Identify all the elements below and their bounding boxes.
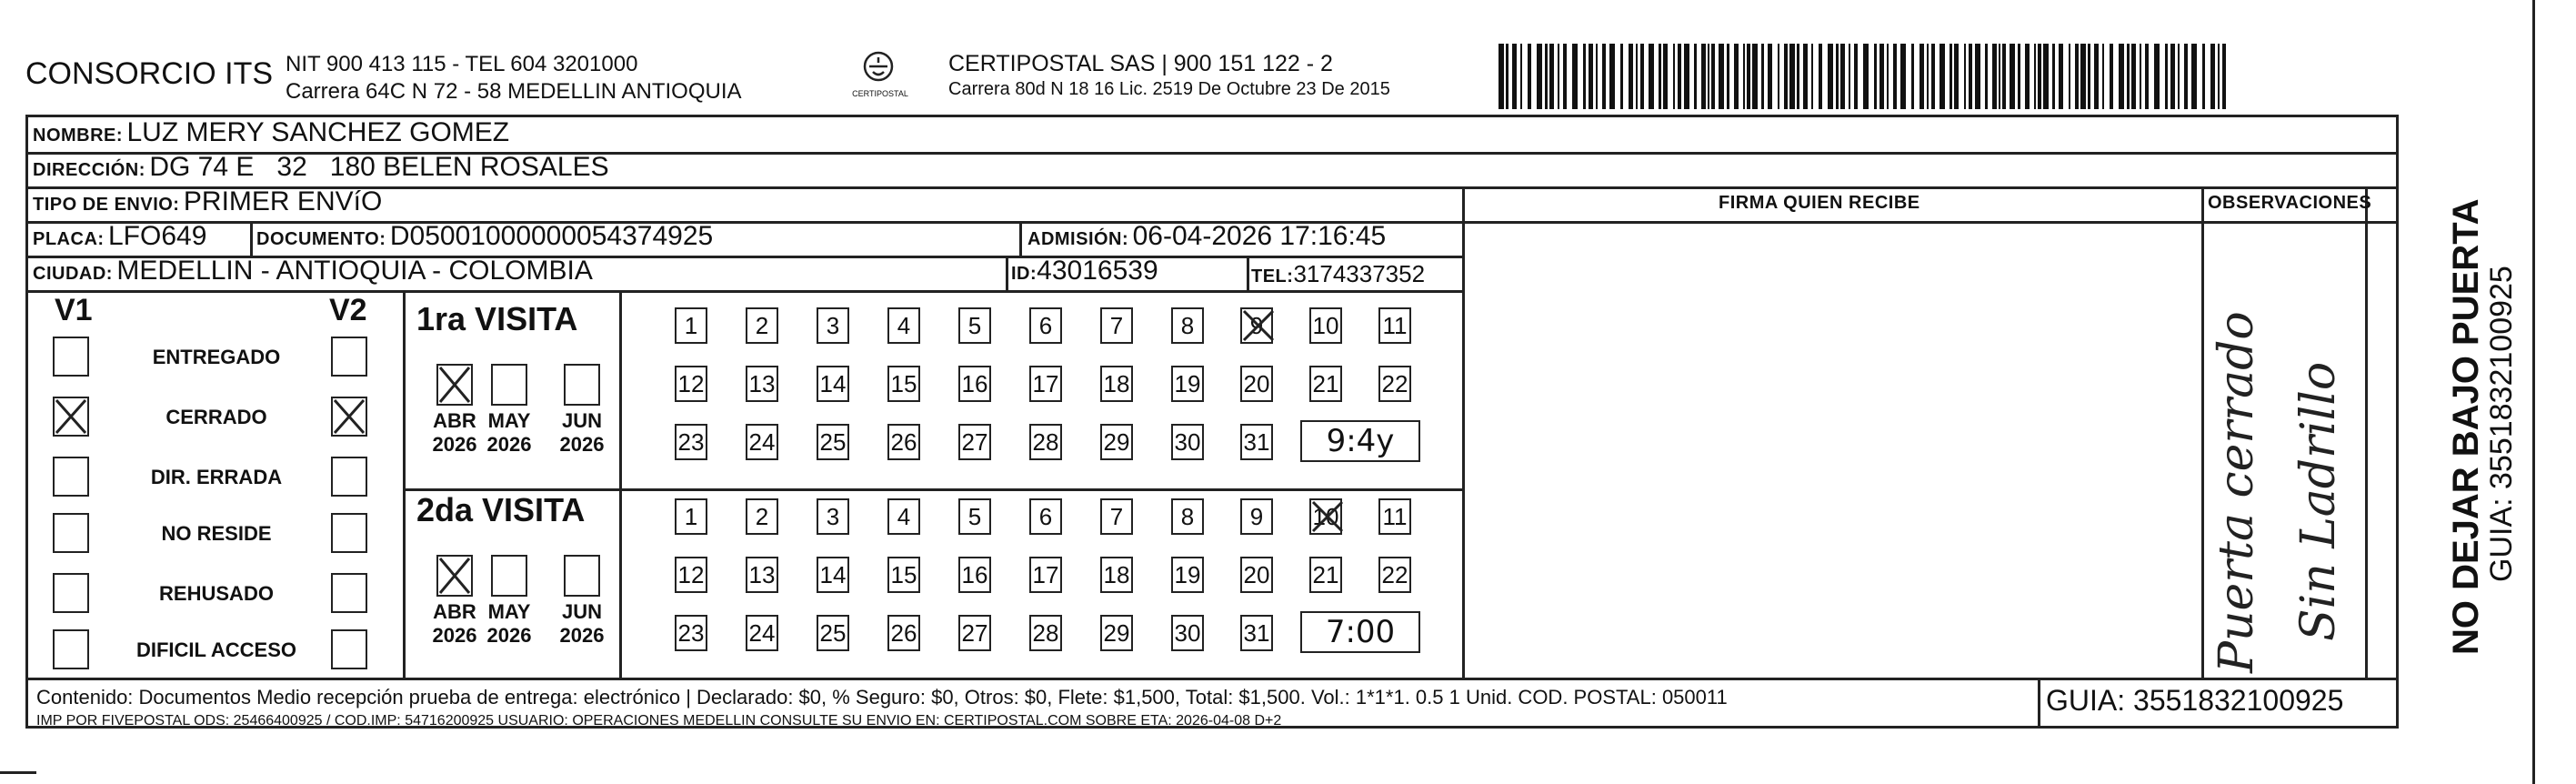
visit2-day-box[interactable]: 24 <box>746 615 778 651</box>
visit2-day-box[interactable]: 17 <box>1029 557 1062 593</box>
visit2-day-box[interactable]: 16 <box>958 557 991 593</box>
visit2-month-check-mark <box>436 555 473 597</box>
visit2-day-box[interactable]: 10 <box>1309 498 1342 535</box>
visit2-day-box[interactable]: 21 <box>1309 557 1342 593</box>
v2-checkbox[interactable] <box>331 457 367 497</box>
footer-impresion: IMP POR FIVEPOSTAL ODS: 25466400925 / COD.IMP: 54716200925 USUARIO: OPERACIONES MEDELLIN CONSULTE SU ENVIO EN: CERTIPOSTAL.COM SOBRE ETA: 2026-04-08 D+2 <box>36 713 1282 729</box>
visit2-day-box[interactable]: 12 <box>675 557 707 593</box>
visit2-day-box[interactable]: 7 <box>1100 498 1133 535</box>
firma-area[interactable] <box>1464 218 2191 673</box>
company-name: CONSORCIO ITS <box>25 56 274 91</box>
barcode <box>1498 44 2226 109</box>
visit2-day-box[interactable]: 18 <box>1100 557 1133 593</box>
observacion-hand-1: Puerta cerrado <box>2210 311 2264 673</box>
tipo-label: TIPO DE ENVIO: <box>33 195 180 215</box>
certipostal-nit: CERTIPOSTAL SAS | 900 151 122 - 2 <box>948 51 1333 76</box>
ciudad-row <box>33 256 593 286</box>
visit1-day-box[interactable]: 26 <box>887 424 920 460</box>
firma-header: FIRMA QUIEN RECIBE <box>1719 193 1920 213</box>
status-label: DIFICIL ACCESO <box>135 638 296 661</box>
visit1-month-box[interactable] <box>564 364 600 406</box>
nombre-label: NOMBRE: <box>33 126 124 146</box>
visit1-day-box[interactable]: 15 <box>887 366 920 402</box>
visit2-day-box[interactable]: 13 <box>746 557 778 593</box>
visit1-title: 1ra VISITA <box>416 300 578 337</box>
company-info <box>286 51 742 106</box>
visit1-day-box[interactable]: 27 <box>958 424 991 460</box>
admision-value: 06-04-2026 17:16:45 <box>1132 221 1387 251</box>
side-warning: NO DEJAR BAJO PUERTA <box>2446 198 2486 655</box>
status-label: CERRADO <box>165 406 267 428</box>
visit1-day-box[interactable]: 22 <box>1378 366 1411 402</box>
direccion-label: DIRECCIÓN: <box>33 160 145 180</box>
visit2-day-box[interactable]: 2 <box>746 498 778 535</box>
visit2-month-box[interactable] <box>564 555 600 597</box>
visit2-day-box[interactable]: 14 <box>817 557 849 593</box>
visit2-day-box[interactable]: 9 <box>1240 498 1273 535</box>
status-label: REHUSADO <box>159 582 274 605</box>
visit1-day-box[interactable]: 6 <box>1029 307 1062 344</box>
visit2-day-box[interactable]: 6 <box>1029 498 1062 535</box>
visit2-day-box[interactable]: 11 <box>1378 498 1411 535</box>
visit2-month-label: ABR 2026 <box>432 600 477 647</box>
visit1-day-box[interactable]: 14 <box>817 366 849 402</box>
visit1-day-box[interactable]: 12 <box>675 366 707 402</box>
placa-value: LFO649 <box>108 221 207 251</box>
visit1-day-check-mark <box>1240 307 1277 344</box>
visit2-title: 2da VISITA <box>416 491 586 528</box>
visit2-day-box[interactable]: 19 <box>1171 557 1204 593</box>
certipostal-info <box>948 51 1390 102</box>
visit1-day-box[interactable]: 18 <box>1100 366 1133 402</box>
observaciones-header: OBSERVACIONES <box>2208 193 2372 213</box>
visit2-day-box[interactable]: 20 <box>1240 557 1273 593</box>
visit1-day-box[interactable]: 5 <box>958 307 991 344</box>
v2-check-mark <box>331 397 367 437</box>
visit2-month-box[interactable] <box>491 555 527 597</box>
visit1-month-box[interactable] <box>491 364 527 406</box>
visit2-day-box[interactable]: 1 <box>675 498 707 535</box>
id-row <box>1011 256 1158 286</box>
documento-label: DOCUMENTO: <box>256 229 386 249</box>
visit2-day-box[interactable]: 30 <box>1171 615 1204 651</box>
tel-value: 3174337352 <box>1293 260 1426 287</box>
visit2-day-box[interactable]: 3 <box>817 498 849 535</box>
visit1-day-box[interactable]: 24 <box>746 424 778 460</box>
visit1-day-box[interactable]: 7 <box>1100 307 1133 344</box>
visit1-day-box[interactable]: 9 <box>1240 307 1273 344</box>
visit1-day-box[interactable]: 30 <box>1171 424 1204 460</box>
v2-header: V2 <box>329 293 367 327</box>
visit1-day-box[interactable]: 21 <box>1309 366 1342 402</box>
direccion-row <box>33 152 609 183</box>
visit1-day-box[interactable]: 13 <box>746 366 778 402</box>
company-nit: NIT 900 413 115 - TEL 604 3201000 <box>286 52 638 76</box>
visit2-day-box[interactable]: 28 <box>1029 615 1062 651</box>
v2-checkbox[interactable] <box>331 513 367 553</box>
admision-row <box>1027 221 1386 252</box>
certipostal-address: Carrera 80d N 18 16 Lic. 2519 De Octubre 23 De 2015 <box>948 79 1390 99</box>
visit1-hour-box[interactable]: 9:4y <box>1300 420 1420 462</box>
visit1-day-box[interactable]: 1 <box>675 307 707 344</box>
id-label: ID: <box>1011 264 1037 284</box>
footer-contenido: Contenido: Documentos Medio recepción prueba de entrega: electrónico | Declarado: $0, % Seguro: $0, Otros: $0, Flete: $1,500, Total: $1,500. Vol.: 1*1*1. 0.5 1 Unid. COD. POSTAL: 050011 <box>36 686 1728 709</box>
visit2-day-box[interactable]: 31 <box>1240 615 1273 651</box>
v1-checkbox[interactable] <box>53 337 89 377</box>
certipostal-logo-icon <box>855 50 902 86</box>
visit1-day-box[interactable]: 10 <box>1309 307 1342 344</box>
ciudad-label: CIUDAD: <box>33 264 113 284</box>
v2-checkbox[interactable] <box>331 629 367 669</box>
admision-label: ADMISIÓN: <box>1027 229 1129 249</box>
logo-text: CERTIPOSTAL <box>852 89 908 98</box>
visit2-day-box[interactable]: 29 <box>1100 615 1133 651</box>
tel-label: TEL: <box>1251 266 1294 286</box>
nombre-row <box>33 117 509 148</box>
visit1-day-box[interactable]: 8 <box>1171 307 1204 344</box>
visit1-day-box[interactable]: 29 <box>1100 424 1133 460</box>
visit2-month-label: JUN 2026 <box>559 600 605 647</box>
status-label: NO RESIDE <box>161 522 272 545</box>
observacion-hand-2: Sin Ladrillo <box>2291 361 2346 641</box>
visit2-month-label: MAY 2026 <box>486 600 532 647</box>
guia-number: GUIA: 3551832100925 <box>2046 684 2344 717</box>
tipo-row <box>33 186 382 217</box>
id-value: 43016539 <box>1037 256 1158 286</box>
visit2-day-box[interactable]: 5 <box>958 498 991 535</box>
v1-checkbox[interactable] <box>53 513 89 553</box>
visit2-day-box[interactable]: 4 <box>887 498 920 535</box>
edge-line <box>2532 0 2535 784</box>
placa-row <box>33 221 206 252</box>
ciudad-value: MEDELLIN - ANTIOQUIA - COLOMBIA <box>116 256 593 286</box>
visit1-day-box[interactable]: 23 <box>675 424 707 460</box>
direccion-value: DG 74 E 32 180 BELEN ROSALES <box>149 152 609 182</box>
documento-row <box>256 221 713 252</box>
visit1-month-label: MAY 2026 <box>486 409 532 456</box>
visit1-month-check-mark <box>436 364 473 406</box>
visit1-day-box[interactable]: 19 <box>1171 366 1204 402</box>
side-guia: GUIA: 3551832100925 <box>2484 266 2519 582</box>
visit1-day-box[interactable]: 20 <box>1240 366 1273 402</box>
status-label: DIR. ERRADA <box>150 466 283 488</box>
visit2-day-box[interactable]: 26 <box>887 615 920 651</box>
visit1-day-box[interactable]: 3 <box>817 307 849 344</box>
tel-row <box>1251 260 1425 288</box>
visit1-day-box[interactable]: 31 <box>1240 424 1273 460</box>
v1-checkbox[interactable] <box>53 629 89 669</box>
visit2-day-box[interactable]: 15 <box>887 557 920 593</box>
visit1-day-box[interactable]: 17 <box>1029 366 1062 402</box>
visit2-day-box[interactable]: 8 <box>1171 498 1204 535</box>
v1-header: V1 <box>55 293 93 327</box>
documento-value: D05001000000054374925 <box>389 221 714 251</box>
v1-checkbox[interactable] <box>53 457 89 497</box>
visit2-hour-box[interactable]: 7:00 <box>1300 611 1420 653</box>
v2-checkbox[interactable] <box>331 573 367 613</box>
company-address: Carrera 64C N 72 - 58 MEDELLIN ANTIOQUIA <box>286 79 742 104</box>
tipo-value: PRIMER ENVíO <box>183 186 383 216</box>
placa-label: PLACA: <box>33 229 105 249</box>
visit1-day-box[interactable]: 28 <box>1029 424 1062 460</box>
visit1-day-box[interactable]: 4 <box>887 307 920 344</box>
v2-checkbox[interactable] <box>331 337 367 377</box>
visit2-day-box[interactable]: 25 <box>817 615 849 651</box>
visit1-day-box[interactable]: 11 <box>1378 307 1411 344</box>
visit2-day-box[interactable]: 22 <box>1378 557 1411 593</box>
visit1-month-label: ABR 2026 <box>432 409 477 456</box>
nombre-value: LUZ MERY SANCHEZ GOMEZ <box>126 117 510 147</box>
visit2-day-box[interactable]: 27 <box>958 615 991 651</box>
v1-check-mark <box>53 397 89 437</box>
visit1-month-label: JUN 2026 <box>559 409 605 456</box>
visit1-day-box[interactable]: 2 <box>746 307 778 344</box>
visit2-day-check-mark <box>1309 498 1346 535</box>
cut-mark <box>0 771 36 774</box>
visit1-day-box[interactable]: 16 <box>958 366 991 402</box>
status-label: ENTREGADO <box>152 346 281 368</box>
visit2-day-box[interactable]: 23 <box>675 615 707 651</box>
visit1-day-box[interactable]: 25 <box>817 424 849 460</box>
v1-checkbox[interactable] <box>53 573 89 613</box>
